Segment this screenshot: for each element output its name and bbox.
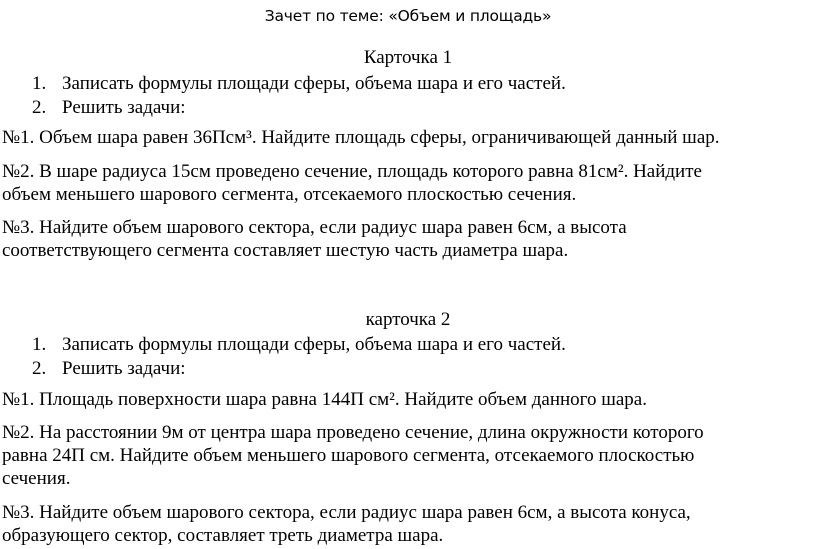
list-number: 2. [32, 97, 47, 118]
card-2-heading: карточка 2 [365, 309, 451, 330]
card-1-task-1 [2, 126, 812, 149]
list-text: Решить задачи: [62, 97, 186, 118]
card-2-task-2 [2, 421, 812, 490]
card-2-list-item-2 [32, 357, 186, 380]
list-text: Записать формулы площади сферы, объема шара и его частей. [62, 73, 566, 94]
task-line: №1. Объем шара равен 36Псм³. Найдите площадь сферы, ограничивающей данный шар. [2, 127, 720, 148]
task-line: №2. На расстоянии 9м от центра шара проведено сечение, длина окружности которого [2, 422, 704, 443]
card-2-task-3 [2, 501, 812, 547]
list-text: Решить задачи: [62, 358, 186, 379]
task-line: соответствующего сегмента составляет шестую часть диаметра шара. [2, 240, 569, 261]
list-number: 2. [32, 358, 47, 379]
card-1-task-2 [2, 160, 812, 206]
card-1-task-3 [2, 216, 812, 262]
document-title: Зачет по теме: «Объем и площадь» [264, 7, 552, 25]
card-2-task-1 [2, 388, 812, 411]
card-2-list-item-1 [32, 333, 566, 356]
card-1-list-item-1 [32, 72, 566, 95]
task-line: равна 24П см. Найдите объем меньшего шарового сегмента, отсекаемого плоскостью [2, 445, 695, 466]
task-line: №3. Найдите объем шарового сектора, если радиус шара равен 6см, а высота конуса, [2, 502, 691, 523]
task-line: №2. В шаре радиуса 15см проведено сечение, площадь которого равна 81см². Найдите [2, 161, 702, 182]
task-line: объем меньшего шарового сегмента, отсекаемого плоскостью сечения. [2, 184, 577, 205]
list-text: Записать формулы площади сферы, объема шара и его частей. [62, 334, 566, 355]
task-line: образующего сектор, составляет треть диаметра шара. [2, 525, 444, 546]
list-number: 1. [32, 334, 47, 355]
task-line: №1. Площадь поверхности шара равна 144П см². Найдите объем данного шара. [2, 389, 647, 410]
card-1-list-item-2 [32, 96, 186, 119]
card-1-heading: Карточка 1 [363, 47, 453, 68]
list-number: 1. [32, 73, 47, 94]
task-line: №3. Найдите объем шарового сектора, если радиус шара равен 6см, а высота [2, 217, 627, 238]
task-line: сечения. [2, 468, 71, 489]
